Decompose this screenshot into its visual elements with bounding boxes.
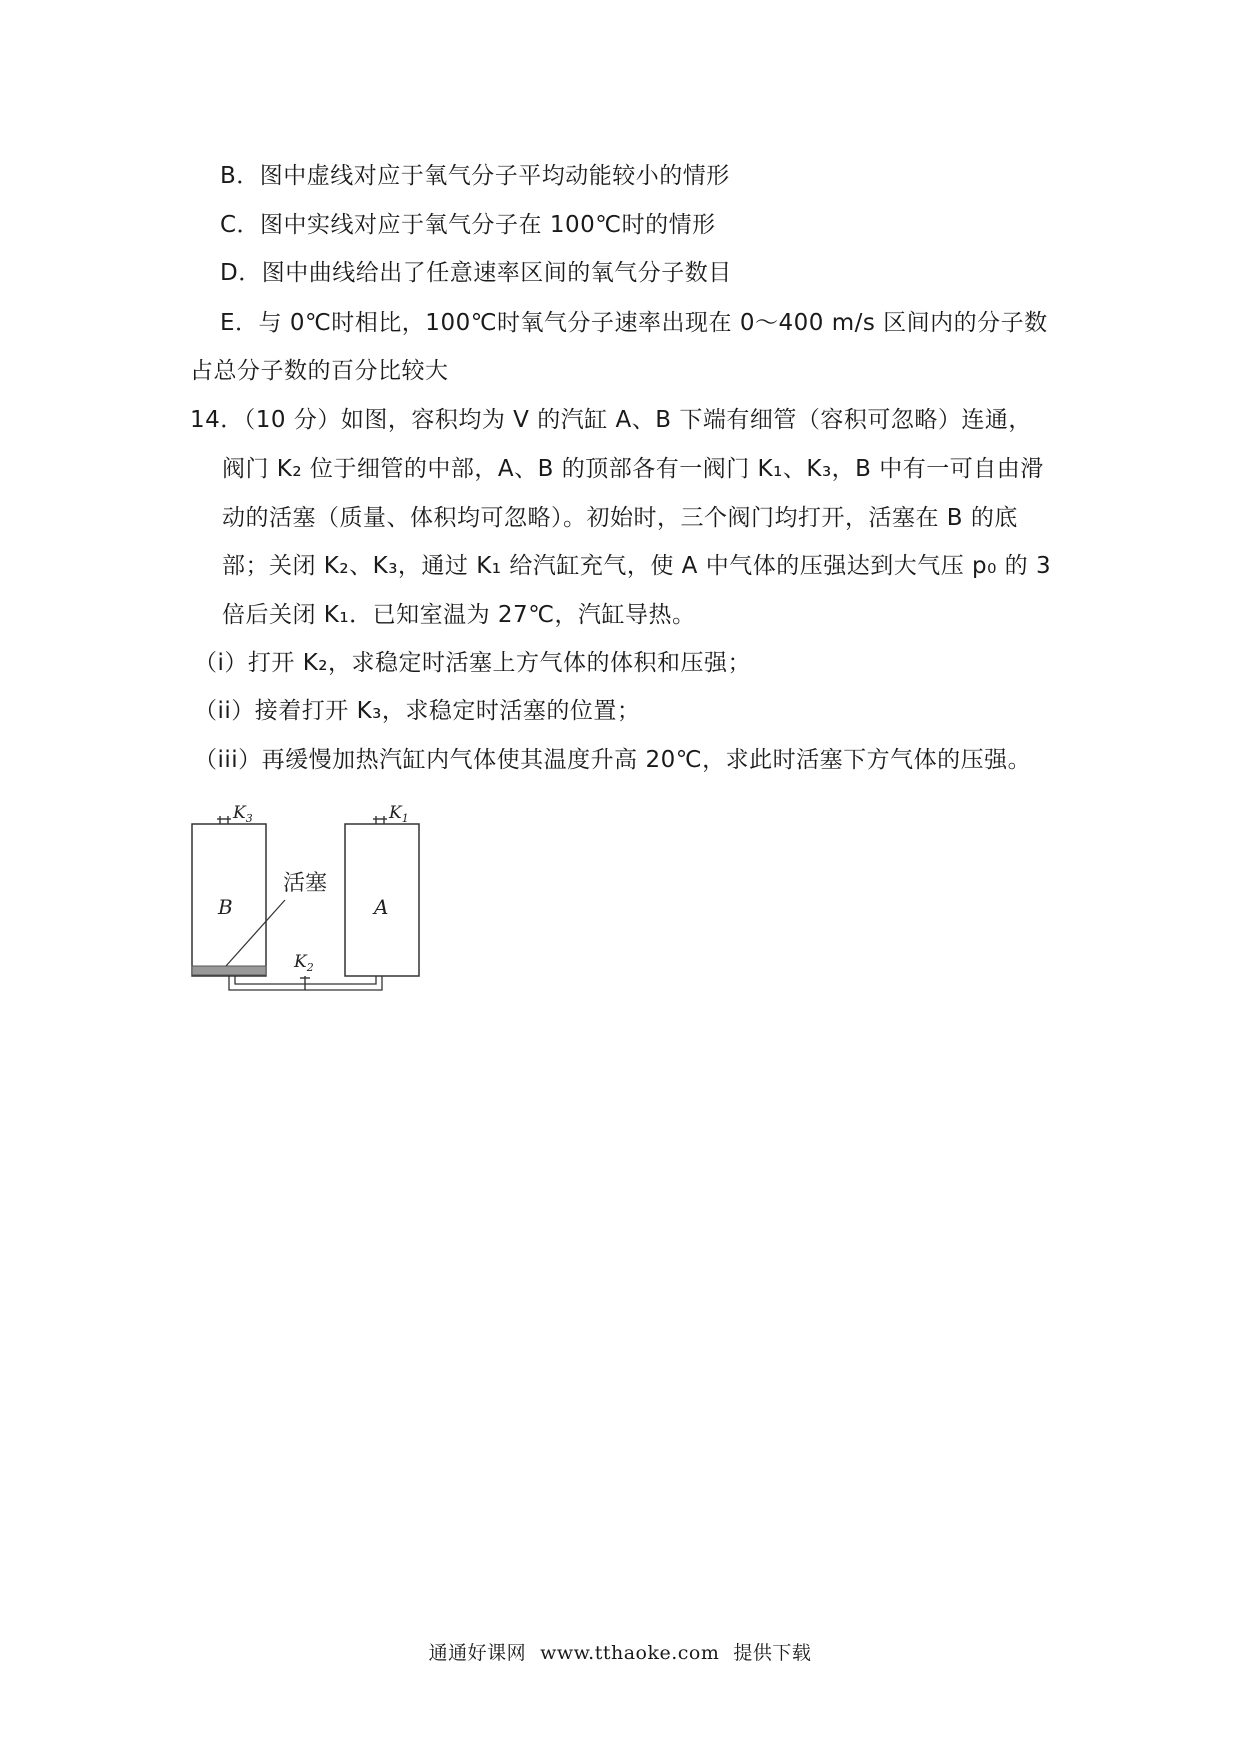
- cylinder-diagram: [190, 800, 440, 1010]
- label-k2: $K_2$: [294, 952, 314, 974]
- option-e-line1: E．与 0℃时相比，100℃时氧气分子速率出现在 0～400 m/s 区间内的分子数: [220, 310, 1048, 336]
- question-14-line3: 动的活塞（质量、体积均可忽略）。初始时，三个阀门均打开，活塞在 B 的底: [222, 505, 1018, 531]
- page-footer: [0, 1641, 1240, 1665]
- valve-k1: [373, 816, 387, 824]
- piston: [192, 966, 266, 975]
- label-k3: $K_3$: [233, 803, 253, 825]
- option-b: B．图中虚线对应于氧气分子平均动能较小的情形: [220, 163, 730, 189]
- option-e-line2: 占总分子数的百分比较大: [190, 358, 449, 384]
- valve-k3: [217, 816, 231, 824]
- question-14-line5: 倍后关闭 K₁．已知室温为 27℃，汽缸导热。: [222, 602, 696, 628]
- question-14-line1: 14．（10 分）如图，容积均为 V 的汽缸 A、B 下端有细管（容积可忽略）连通，: [190, 407, 1032, 433]
- label-b: B: [218, 895, 233, 919]
- question-14-line2: 阀门 K₂ 位于细管的中部，A、B 的顶部各有一阀门 K₁、K₃，B 中有一可自由滑: [222, 456, 1044, 482]
- sub-question-iii: （iii）再缓慢加热汽缸内气体使其温度升高 20℃，求此时活塞下方气体的压强。: [194, 747, 1032, 773]
- label-a: A: [374, 895, 389, 919]
- sub-question-i: （i）打开 K₂，求稳定时活塞上方气体的体积和压强；: [194, 650, 752, 676]
- valve-k2: [300, 976, 310, 990]
- option-c: C．图中实线对应于氧气分子在 100℃时的情形: [220, 212, 716, 238]
- sub-question-ii: （ii）接着打开 K₃，求稳定时活塞的位置；: [194, 698, 641, 724]
- label-piston: 活塞: [283, 871, 328, 896]
- footer-site-name: 通通好课网: [428, 1642, 527, 1664]
- footer-suffix: 提供下载: [733, 1642, 812, 1664]
- option-d: D．图中曲线给出了任意速率区间的氧气分子数目: [220, 260, 732, 286]
- question-14-line4: 部；关闭 K₂、K₃，通过 K₁ 给汽缸充气，使 A 中气体的压强达到大气压 p₀ 的 3: [222, 553, 1052, 579]
- label-k1: $K_1$: [389, 803, 409, 825]
- footer-url[interactable]: www.tthaoke.com: [540, 1642, 720, 1664]
